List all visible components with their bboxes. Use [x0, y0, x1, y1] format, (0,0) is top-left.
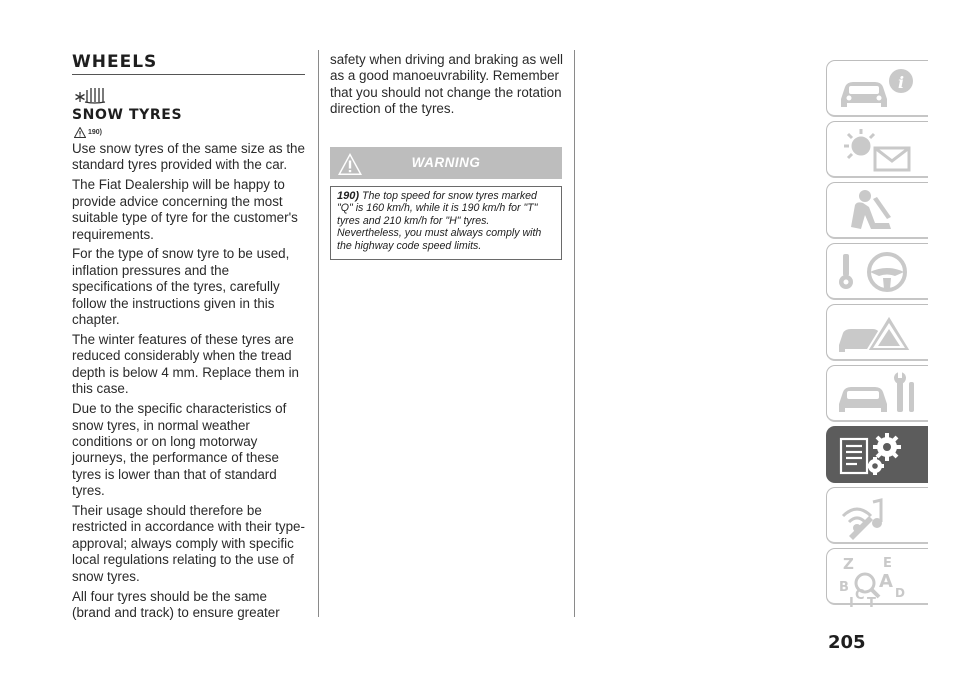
index-letter: Z — [843, 555, 854, 573]
paragraph: The Fiat Dealership will be happy to provide advice concerning the most suitable type of tyre for the customer's requirements. — [72, 177, 298, 242]
key-steering-wheel-icon — [835, 248, 921, 296]
paragraph: Use snow tyres of the same size as the standard tyres provided with the car. — [72, 141, 305, 173]
warning-text: The top speed for snow tyres marked "Q" is 160 km/h, while it is 190 km/h for "T" tyres and 210 km/h for "H" tyres. Nevertheless, you must always comply with the highway code speed limits. — [337, 190, 542, 252]
index-letter: D — [895, 586, 905, 600]
tab-technical-data[interactable] — [826, 426, 928, 483]
paragraph: The winter features of these tyres are reduced considerably when the tread depth is below 4 mm. Replace them in this case. — [72, 331, 300, 397]
warning-reference[interactable] — [74, 127, 102, 138]
tab-index[interactable] — [826, 548, 928, 609]
page-number: 205 — [828, 632, 866, 653]
column-divider — [318, 50, 319, 617]
index-letter: E — [883, 556, 892, 571]
index-letter: T — [867, 596, 876, 609]
paragraph: safety when driving and braking as well as a good manoeuvrability. Remember that you should not change the rotation direction of the tyres. — [330, 52, 563, 117]
tab-car-info[interactable] — [826, 60, 928, 117]
lights-message-icon — [835, 126, 921, 174]
column-divider — [574, 50, 575, 617]
car-maintenance-icon — [835, 370, 921, 418]
snowflake-tyre-icon — [72, 84, 112, 104]
warning-heading: WARNING — [411, 155, 481, 170]
paragraph: Due to the specific characteristics of snow tyres, in normal weather conditions or on long motorway journeys, the performance of these tyres is lower than that of standard tyres. — [72, 401, 287, 499]
seat-safety-icon — [835, 187, 921, 235]
index-letter: A — [879, 571, 893, 592]
section-title: SNOW TYRES — [72, 107, 183, 123]
warning-body — [330, 186, 562, 260]
multimedia-icon — [835, 492, 921, 540]
warning-header — [330, 147, 562, 179]
paragraph: All four tyres should be the same (brand and track) to ensure greater — [72, 588, 280, 620]
technical-data-icon — [835, 431, 921, 479]
index-letter: C — [855, 588, 865, 603]
column-1 — [72, 141, 308, 625]
page-title: WHEELS — [72, 52, 158, 72]
column-2 — [330, 52, 566, 121]
tab-maintenance[interactable] — [826, 365, 928, 422]
title-rule — [72, 74, 305, 75]
tab-key-steering[interactable] — [826, 243, 928, 300]
index-letter: B — [839, 580, 849, 595]
car-info-icon — [835, 65, 921, 113]
index-letter: I — [849, 596, 854, 609]
warning-number: 190) — [337, 190, 360, 202]
tab-emergency[interactable] — [826, 304, 928, 361]
emergency-car-icon — [835, 309, 921, 357]
paragraph: For the type of snow tyre to be used, inflation pressures and the specifications of the tyres, carefully follow the instructions given in this chapter. — [72, 246, 290, 328]
tab-multimedia[interactable] — [826, 487, 928, 544]
tab-lights-message[interactable] — [826, 121, 928, 178]
svg-text:i: i — [898, 73, 905, 92]
paragraph: Their usage should therefore be restricted in accordance with their type-approval; always comply with specific local regulations relating to the use of snow tyres. — [72, 503, 305, 584]
warning-ref-number: 190) — [88, 129, 103, 136]
tab-seat-safety[interactable] — [826, 182, 928, 239]
warning-triangle-icon — [74, 127, 86, 138]
warning-box — [330, 147, 562, 261]
index-letters-icon — [835, 553, 921, 609]
